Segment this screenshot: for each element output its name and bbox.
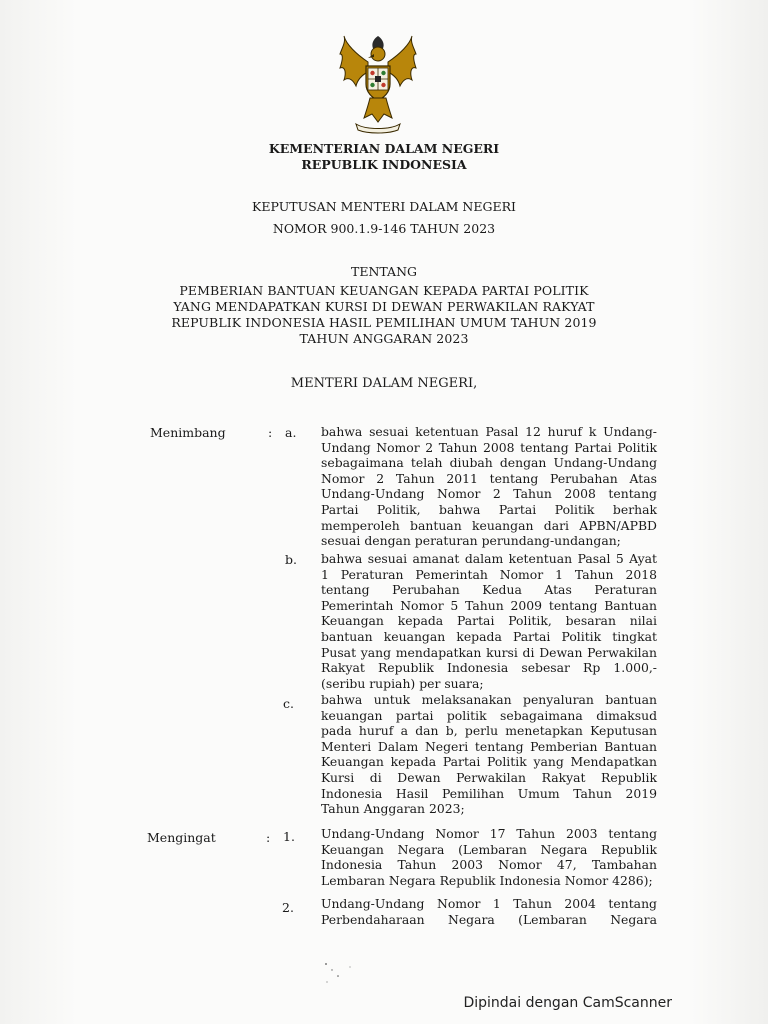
text-line: (seribu rupiah) per suara; [321,675,484,691]
item-marker: c. [283,696,294,711]
menimbang-item-c [321,692,657,817]
text-line: bantuan keuangan kepada Partai Politik tingkat [321,628,657,644]
text-line: sebagaimana telah diubah dengan Undang-Undang [321,455,657,471]
text-line: Pemerintah Nomor 5 Tahun 2009 tentang Bantuan [321,597,657,613]
text-line: Indonesia Hasil Pemilihan Umum Tahun 2019 [321,785,657,801]
mengingat-item-2 [321,896,657,927]
text-line: Keuangan Negara (Lembaran Negara Republik [321,841,657,857]
item-marker: b. [285,552,297,567]
menimbang-item-b [321,551,657,691]
text-line: Lembaran Negara Republik Indonesia Nomor 4286); [321,872,653,888]
text-line: sesuai dengan peraturan perundang-undangan; [321,533,621,549]
scan-speckles [318,958,378,988]
garuda-emblem-icon [338,32,418,136]
text-line: Nomor 2 Tahun 2011 tentang Perubahan Atas [321,470,657,486]
item-marker: 1. [283,829,295,844]
text-line: Keuangan kepada Partai Politik yang Mendapatkan [321,754,657,770]
text-line: memperoleh bantuan keuangan dari APBN/APBD [321,517,657,533]
decree-title: KEPUTUSAN MENTERI DALAM NEGERI [252,199,516,214]
item-marker: a. [285,425,297,440]
text-line: bahwa untuk melaksanakan penyaluran bantuan [321,692,657,707]
menimbang-colon: : [268,425,273,440]
text-line: Tahun Anggaran 2023; [321,801,465,817]
mengingat-item-1 [321,826,657,888]
camscanner-watermark: Dipindai dengan CamScanner [463,995,672,1011]
ministry-name: KEMENTERIAN DALAM NEGERI [268,141,500,156]
text-line: Perbendaharaan Negara (Lembaran Negara [321,911,657,927]
decree-subject [0,283,768,347]
text-line: Undang Nomor 2 Tahun 2008 tentang Partai Politik [321,439,657,455]
menimbang-label: Menimbang [150,425,226,440]
subject-line: YANG MENDAPATKAN KURSI DI DEWAN PERWAKILAN RAKYAT [173,299,595,314]
decree-heading [0,196,768,240]
menimbang-item-a [321,424,657,549]
text-line: Undang-Undang Nomor 17 Tahun 2003 tentang [321,826,657,841]
text-line: Indonesia Tahun 2003 Nomor 47, Tambahan [321,857,657,873]
text-line: 1 Peraturan Pemerintah Nomor 1 Tahun 2018 [321,566,657,582]
country-name: REPUBLIK INDONESIA [301,157,467,172]
text-line: Keuangan kepada Partai Politik, besaran nilai [321,613,657,629]
decree-number: NOMOR 900.1.9-146 TAHUN 2023 [272,221,496,236]
signatory-title: MENTERI DALAM NEGERI, [290,376,478,391]
text-line: keuangan partai politik sebagaimana dimaksud [321,707,657,723]
text-line: tentang Perubahan Kedua Atas Peraturan [321,582,657,598]
text-line: Pusat yang mendapatkan kursi di Dewan Perwakilan [321,644,657,660]
text-line: Rakyat Republik Indonesia sebesar Rp 1.000,- [321,660,657,676]
mengingat-colon: : [266,830,271,845]
subject-line: REPUBLIK INDONESIA HASIL PEMILIHAN UMUM TAHUN 2019 [171,315,597,330]
text-line: Partai Politik, bahwa Partai Politik berhak [321,501,657,517]
text-line: bahwa sesuai ketentuan Pasal 12 huruf k Undang- [321,424,657,439]
tentang-label: TENTANG [350,264,417,279]
institution-header [0,141,768,173]
subject-line: PEMBERIAN BANTUAN KEUANGAN KEPADA PARTAI POLITIK [179,283,589,298]
text-line: bahwa sesuai amanat dalam ketentuan Pasal 5 Ayat [321,551,657,566]
subject-line: TAHUN ANGGARAN 2023 [299,331,469,346]
item-marker: 2. [282,900,294,915]
text-line: Undang-Undang Nomor 2 Tahun 2008 tentang [321,486,657,502]
text-line: pada huruf a dan b, perlu menetapkan Keputusan [321,723,657,739]
text-line: Undang-Undang Nomor 1 Tahun 2004 tentang [321,896,657,911]
text-line: Menteri Dalam Negeri tentang Pemberian Bantuan [321,738,657,754]
mengingat-label: Mengingat [147,830,216,845]
text-line: Kursi di Dewan Perwakilan Rakyat Republik [321,769,657,785]
